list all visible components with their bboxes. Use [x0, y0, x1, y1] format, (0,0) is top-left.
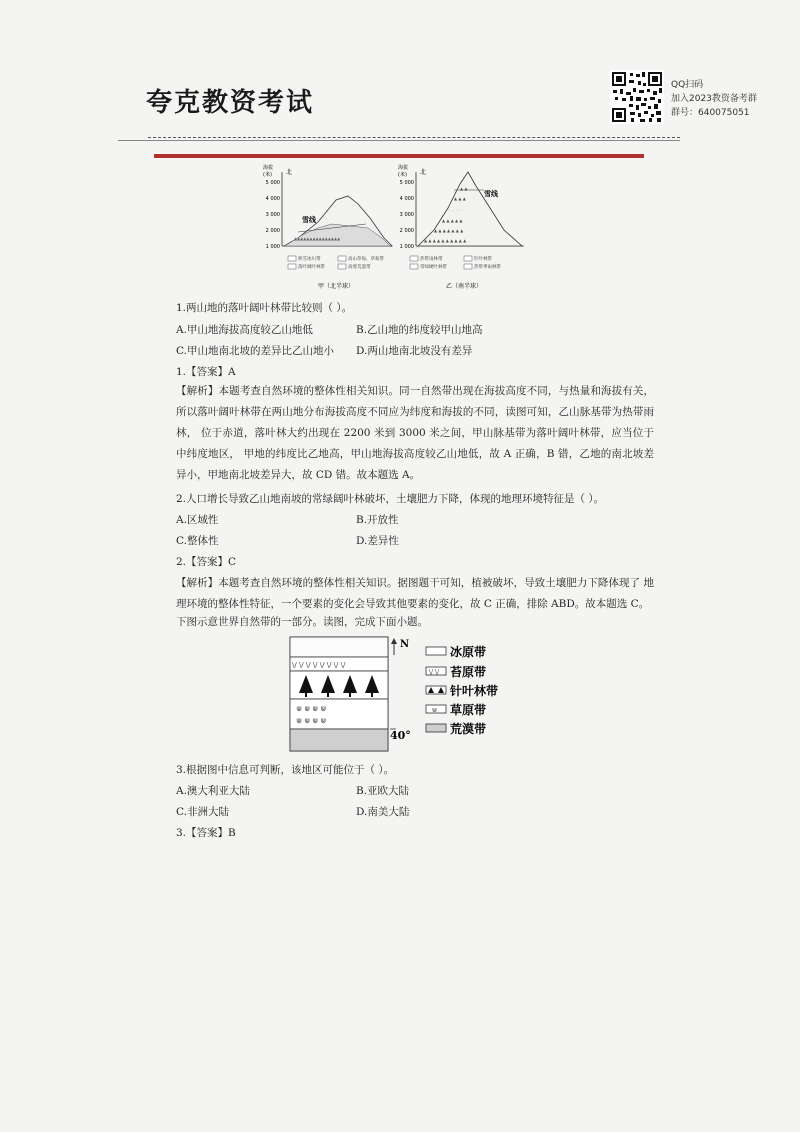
caption-left: 甲（北半球） [318, 283, 355, 290]
svg-text:\/ \/ \/ \/ \/ \/ \/ \/: \/ \/ \/ \/ \/ \/ \/ \/ [292, 661, 346, 669]
qr-caption-line3: 群号：640075051 [671, 108, 750, 118]
q3-option-b: B.亚欧大陆 [356, 785, 410, 797]
q3-option-a: A.澳大利亚大陆 [176, 785, 250, 797]
right-north-label: 北 [420, 169, 427, 176]
legend-left-item: 高寒荒漠带 [348, 265, 371, 270]
q1-option-c: C.甲山地南北坡的差异比乙山地小 [176, 345, 334, 357]
legend-right-item: 常绿硬叶林带 [420, 265, 447, 270]
header-dotted-divider [148, 137, 680, 138]
left-snowline-label: 雪线 [302, 216, 316, 224]
svg-text:\/ \/: \/ \/ [429, 669, 439, 676]
legend-left-item: 高山草甸、草甸带 [348, 257, 384, 262]
right-tick: 1 000 [399, 244, 414, 250]
qr-caption-line1: QQ扫码 [671, 80, 704, 90]
q2-option-b: B.开放性 [356, 514, 399, 526]
svg-text:▲▲▲▲▲▲▲▲▲▲▲▲▲▲▲: ▲▲▲▲▲▲▲▲▲▲▲▲▲▲▲ [294, 236, 341, 241]
legend-right-item: 热带季雨林带 [474, 265, 501, 270]
header-divider [118, 140, 680, 141]
zones-legend [426, 644, 498, 736]
legend-taiga: 针叶林带 [450, 684, 499, 698]
left-y-label: 海拔 [263, 165, 274, 171]
legend-left-item: 落叶阔叶林带 [298, 265, 325, 270]
red-accent-bar [154, 154, 644, 158]
north-arrow-label: N [400, 639, 410, 650]
right-tick: 5 000 [399, 180, 414, 186]
svg-text:▲ ▲ ▲: ▲ ▲ ▲ [454, 196, 466, 201]
right-snowline-label: 雪线 [484, 190, 498, 198]
left-y-unit: (米) [263, 172, 272, 178]
q2-answer: 2.【答案】C [176, 556, 237, 568]
right-tick: 2 000 [399, 228, 414, 234]
svg-text:· · · ·: · · · · [322, 210, 331, 215]
legend-steppe: 草原带 [450, 703, 487, 717]
right-mountain-panel [398, 164, 524, 250]
figure2-intro: 下图示意世界自然带的一部分。读图，完成下面小题。 [176, 616, 428, 628]
q2-analysis: 【解析】本题考查自然环境的整体性相关知识。据图题干可知，植被破坏，导致土壤肥力下降体现了 地理环境的整体性特征，一个要素的变化会导致其他要素的变化，故 C 正确，排除 ABD。故本题选 C。 [176, 577, 654, 610]
svg-text:⋓: ⋓ [432, 707, 438, 714]
svg-text:▲ ▲: ▲ ▲ [460, 186, 468, 191]
svg-text:▲ ▲ ▲ ▲ ▲ ▲ ▲ ▲ ▲ ▲: ▲ ▲ ▲ ▲ ▲ ▲ ▲ ▲ ▲ ▲ [424, 238, 467, 243]
right-y-label: 海拔 [398, 165, 409, 171]
svg-text:▲ ▲ ▲ ▲ ▲ ▲ ▲: ▲ ▲ ▲ ▲ ▲ ▲ ▲ [434, 228, 464, 233]
left-tick: 4 000 [265, 196, 280, 202]
brand-logo-text: 夸克教资考试 [146, 88, 315, 118]
latitude-label: 40° [390, 729, 411, 742]
q1-answer: 1.【答案】A [176, 366, 236, 378]
legend-desert: 荒漠带 [450, 722, 487, 736]
q3-stem: 3.根据图中信息可判断，该地区可能位于（ ）。 [176, 764, 395, 776]
q2-option-d: D.差异性 [356, 535, 399, 547]
q1-stem: 1.两山地的落叶阔叶林带比较则（ ）。 [176, 302, 353, 314]
legend-ice: 冰原带 [450, 645, 487, 659]
legend-tundra: 苔原带 [450, 665, 487, 679]
svg-text:· · · · · ·: · · · · · · [448, 208, 462, 213]
legend-right-item: 热带雨林带 [420, 257, 443, 262]
qr-caption-line2: 加入2023教资备考群 [671, 94, 757, 104]
q1-option-d: D.两山地南北坡没有差异 [356, 345, 473, 357]
q3-option-c: C.非洲大陆 [176, 806, 229, 818]
mountain-zonation-figure [258, 160, 528, 294]
natural-zones-figure [286, 635, 516, 755]
q1-analysis: 【解析】本题考查自然环境的整体性相关知识。同一自然带出现在海拔高度不同，与热量和海拔有关， 所以落叶阔叶林带在两山地分布海拔高度不同应为纬度和海拔的不同，读图可知，乙山脉基带为热带雨林， 位于赤道，落叶林大约出现在 2200 米到 3000 米之间，甲山脉基带为落叶阔叶林带，应当位于中纬度地区， 甲地的纬度比乙地高，甲山地海拔高度较乙山地低，故 A 正确，B 错，乙地的南北坡差异小，甲地南北坡差异大，故 CD 错。故本题选 A。 [176, 385, 654, 481]
caption-right: 乙（南半球） [446, 283, 483, 290]
left-mountain-panel [263, 164, 392, 250]
legend-left-item: 积雪冰川带 [298, 257, 321, 262]
left-tick: 5 000 [265, 180, 280, 186]
q1-option-a: A.甲山地海拔高度较乙山地低 [176, 324, 313, 336]
qr-code-icon[interactable] [610, 70, 664, 124]
legend-right-item: 针叶林带 [474, 257, 492, 262]
right-y-unit: (米) [398, 172, 407, 178]
q2-option-c: C.整体性 [176, 535, 219, 547]
svg-text:· · ·: · · · [330, 204, 337, 209]
svg-text:· · · · ·: · · · · · [316, 216, 328, 221]
q3-answer: 3.【答案】B [176, 827, 236, 839]
q2-stem: 2.人口增长导致乙山地南坡的常绿阔叶林破坏，土壤肥力下降，体现的地理环境特征是（ ）。 [176, 493, 605, 505]
right-tick: 4 000 [399, 196, 414, 202]
left-tick: 1 000 [265, 244, 280, 250]
left-north-label: 北 [286, 169, 293, 176]
q3-option-d: D.南美大陆 [356, 806, 410, 818]
left-tick: 3 000 [265, 212, 280, 218]
svg-text:▲ ▲ ▲ ▲ ▲: ▲ ▲ ▲ ▲ ▲ [442, 218, 463, 223]
q2-option-a: A.区域性 [176, 514, 219, 526]
left-tick: 2 000 [265, 228, 280, 234]
svg-text:⋓ ⋓ ⋓ ⋓: ⋓ ⋓ ⋓ ⋓ [296, 717, 327, 725]
right-tick: 3 000 [399, 212, 414, 218]
svg-text:⋓ ⋓ ⋓ ⋓: ⋓ ⋓ ⋓ ⋓ [296, 705, 327, 713]
q1-option-b: B.乙山地的纬度较甲山地高 [356, 324, 483, 336]
